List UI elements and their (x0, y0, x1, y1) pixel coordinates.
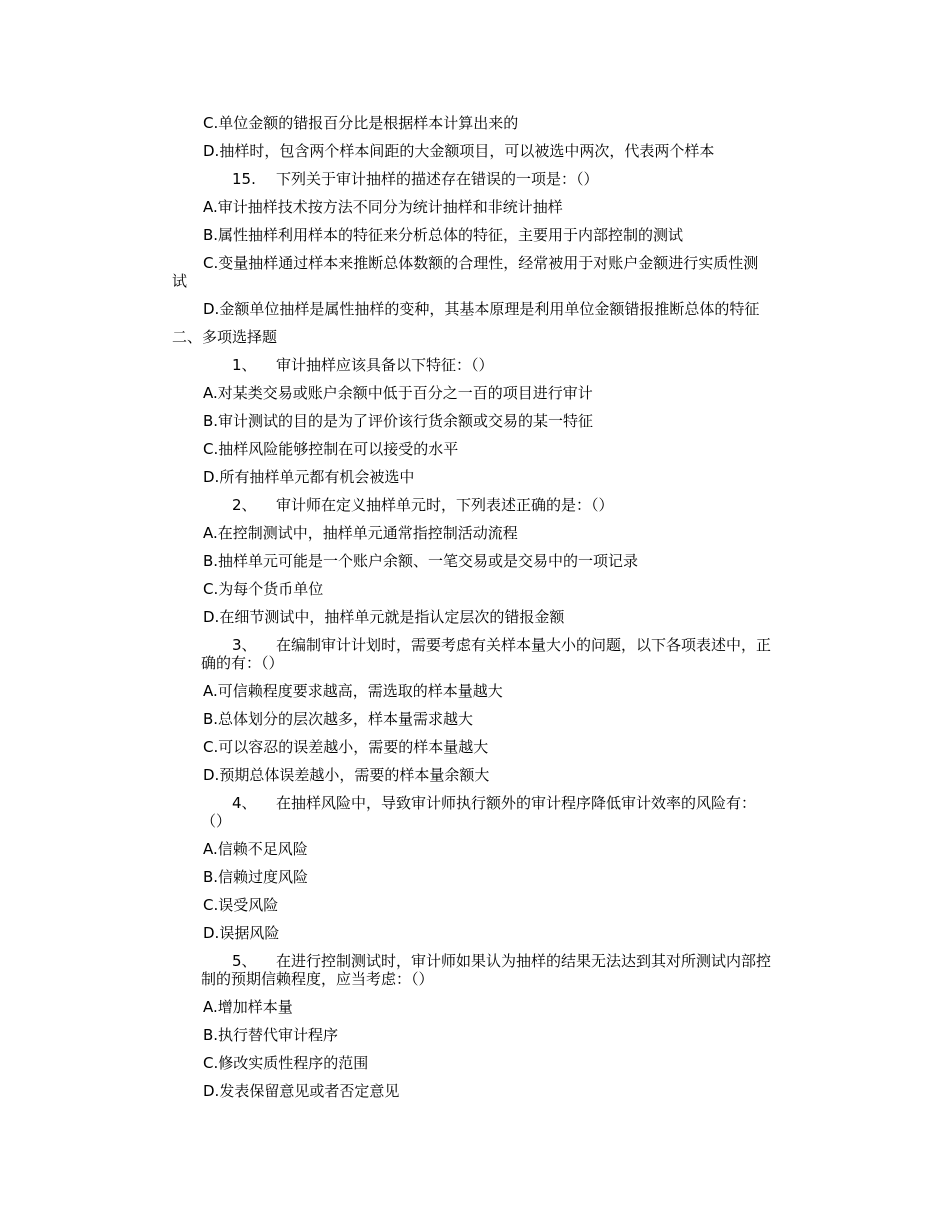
question-text: 下列关于审计抽样的描述存在错误的一项是：（） (276, 170, 599, 188)
option-d: D.发表保留意见或者否定意见 (203, 1082, 400, 1100)
question-3-stem (232, 636, 771, 654)
option-b: B.审计测试的目的是为了评价该行货余额或交易的某一特征 (203, 412, 594, 430)
question-1-stem (232, 356, 494, 374)
question-5-stem-continuation: 制的预期信赖程度，应当考虑：（） (201, 970, 434, 988)
question-text: 审计抽样应该具备以下特征：（） (276, 356, 494, 374)
question-number: 4、 (232, 794, 257, 812)
option-b: B.信赖过度风险 (203, 868, 309, 886)
option-b: B.执行替代审计程序 (203, 1026, 339, 1044)
question-number: 1、 (232, 356, 257, 374)
option-b: B.总体划分的层次越多，样本量需求越大 (203, 710, 474, 728)
option-d: D.抽样时，包含两个样本间距的大金额项目，可以被选中两次，代表两个样本 (203, 142, 715, 160)
option-a: A.可信赖程度要求越高，需选取的样本量越大 (203, 682, 503, 700)
question-number: 3、 (232, 636, 257, 654)
question-4-stem (232, 794, 756, 812)
option-a: A.对某类交易或账户余额中低于百分之一百的项目进行审计 (203, 384, 593, 402)
option-d: D.预期总体误差越小，需要的样本量余额大 (203, 766, 490, 784)
question-3-stem-continuation: 确的有：（） (201, 654, 284, 672)
question-number: 5、 (232, 952, 257, 970)
question-text: 在进行控制测试时，审计师如果认为抽样的结果无法达到其对所测试内部控 (276, 952, 772, 970)
section-title: 二、多项选择题 (172, 328, 278, 346)
option-d: D.所有抽样单元都有机会被选中 (203, 468, 415, 486)
option-a: A.信赖不足风险 (203, 840, 308, 858)
question-text: 在抽样风险中，导致审计师执行额外的审计程序降低审计效率的风险有： (276, 794, 757, 812)
option-c: C.为每个货币单位 (203, 580, 324, 598)
question-text: 审计师在定义抽样单元时，下列表述正确的是：（） (276, 496, 614, 514)
option-c: C.单位金额的错报百分比是根据样本计算出来的 (203, 114, 519, 132)
question-number: 15. (232, 170, 256, 188)
question-text: 在编制审计计划时，需要考虑有关样本量大小的问题，以下各项表述中，正 (276, 636, 772, 654)
option-c: C.修改实质性程序的范围 (203, 1054, 369, 1072)
option-b: B.抽样单元可能是一个账户余额、一笔交易或是交易中的一项记录 (203, 552, 639, 570)
option-c: C.抽样风险能够控制在可以接受的水平 (203, 440, 459, 458)
option-d: D.误据风险 (203, 924, 280, 942)
option-d: D.金额单位抽样是属性抽样的变种，其基本原理是利用单位金额错报推断总体的特征 (203, 300, 760, 318)
option-a: A.审计抽样技术按方法不同分为统计抽样和非统计抽样 (203, 198, 563, 216)
option-a: A.在控制测试中，抽样单元通常指控制活动流程 (203, 524, 518, 542)
option-c: C.可以容忍的误差越小，需要的样本量越大 (203, 738, 489, 756)
option-a: A.增加样本量 (203, 998, 293, 1016)
option-c: C.变量抽样通过样本来推断总体数额的合理性，经常被用于对账户金额进行实质性测 (203, 254, 759, 272)
question-number: 2、 (232, 496, 257, 514)
question-15-stem (232, 170, 599, 188)
option-c: C.误受风险 (203, 896, 279, 914)
option-d: D.在细节测试中，抽样单元就是指认定层次的错报金额 (203, 608, 565, 626)
question-4-stem-continuation: （） (201, 812, 232, 830)
question-5-stem (232, 952, 771, 970)
question-2-stem (232, 496, 614, 514)
option-c-continuation: 试 (172, 272, 188, 290)
option-b: B.属性抽样利用样本的特征来分析总体的特征，主要用于内部控制的测试 (203, 226, 684, 244)
